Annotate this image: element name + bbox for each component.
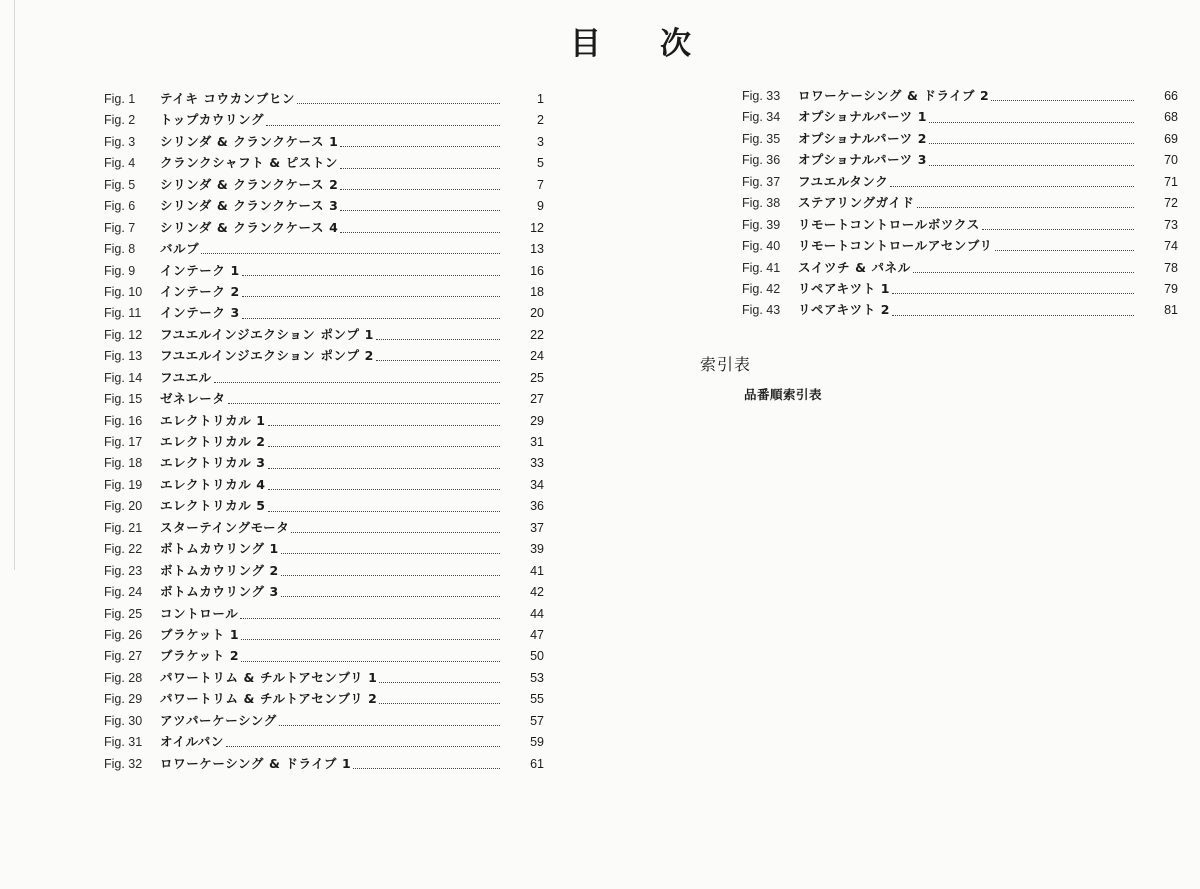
- toc-entry-title: ボトムカウリング 2: [160, 562, 279, 578]
- toc-entry-title: オプショナルパーツ 3: [798, 152, 928, 168]
- toc-entry-title: ロワーケーシング & ドライブ 1: [160, 755, 352, 771]
- toc-entry-title: リモートコントロールボツクス: [798, 216, 980, 232]
- toc-fig-number: Fig. 6: [104, 199, 136, 214]
- toc-entry-title: フユエル: [160, 369, 212, 385]
- toc-entry-title: ブラケット 1: [160, 626, 240, 642]
- toc-fig-number: Fig. 31: [104, 735, 143, 750]
- toc-entry: [104, 152, 544, 173]
- toc-fig-number: Fig. 33: [742, 89, 781, 103]
- toc-entry-title: スイツチ & パネル: [798, 259, 911, 275]
- toc-entry-title: スターテイングモータ: [160, 519, 290, 535]
- toc-entry-title: シリンダ & クランクケース 3: [160, 198, 339, 214]
- toc-entry: [742, 106, 1178, 127]
- toc-fig-number: Fig. 12: [104, 327, 143, 342]
- toc-entry: [104, 345, 544, 366]
- toc-entry-title: ステアリングガイド: [798, 195, 915, 211]
- toc-fig-number: Fig. 8: [104, 242, 136, 257]
- toc-entry-title: アツパーケーシング: [160, 712, 277, 728]
- toc-dot-leader: [228, 403, 500, 404]
- toc-dot-leader: [241, 661, 500, 662]
- toc-entry: [104, 109, 544, 130]
- toc-entry: [104, 581, 544, 602]
- toc-list-left: [104, 88, 544, 774]
- toc-entry-title: エレクトリカル 5: [160, 498, 266, 514]
- toc-entry: [104, 517, 544, 538]
- toc-entry: [104, 474, 544, 495]
- toc-dot-leader: [892, 315, 1134, 316]
- toc-list-right: [742, 85, 1178, 321]
- toc-entry-title: インテーク 1: [160, 262, 240, 278]
- toc-dot-leader: [214, 382, 500, 383]
- toc-page-number: 25: [530, 370, 544, 385]
- toc-page-number: 81: [1164, 303, 1178, 318]
- toc-dot-leader: [913, 272, 1134, 273]
- toc-dot-leader: [281, 575, 500, 576]
- toc-entry-title: オプショナルパーツ 1: [798, 109, 928, 125]
- toc-dot-leader: [890, 186, 1134, 187]
- toc-entry-title: エレクトリカル 4: [160, 476, 266, 492]
- title-char-2: 次: [660, 26, 693, 62]
- toc-page-number: 79: [1164, 281, 1178, 296]
- toc-fig-number: Fig. 28: [104, 670, 143, 685]
- toc-dot-leader: [268, 489, 500, 490]
- toc-dot-leader: [242, 318, 500, 319]
- toc-entry-title: フユエルインジエクション ポンプ 2: [160, 348, 374, 364]
- toc-fig-number: Fig. 43: [742, 303, 781, 318]
- toc-dot-leader: [242, 296, 500, 297]
- toc-entry: [104, 645, 544, 666]
- toc-page-number: 41: [530, 563, 544, 578]
- toc-page-number: 16: [530, 263, 544, 278]
- toc-page-number: 5: [537, 156, 544, 171]
- toc-entry: [104, 324, 544, 345]
- toc-page-number: 31: [530, 435, 544, 449]
- toc-entry: [104, 560, 544, 581]
- toc-entry: [742, 235, 1178, 256]
- toc-page-number: 24: [530, 349, 544, 364]
- toc-fig-number: Fig. 34: [742, 110, 781, 125]
- toc-page-number: 29: [530, 413, 544, 428]
- toc-entry: [742, 192, 1178, 213]
- toc-dot-leader: [376, 360, 500, 361]
- toc-entry: [104, 603, 544, 624]
- toc-dot-leader: [340, 232, 500, 233]
- toc-page-number: 66: [1164, 89, 1178, 103]
- toc-dot-leader: [268, 446, 500, 447]
- toc-entry: [104, 753, 544, 774]
- toc-fig-number: Fig. 15: [104, 392, 143, 407]
- toc-fig-number: Fig. 36: [742, 153, 781, 168]
- toc-page-number: 57: [530, 713, 544, 728]
- toc-entry-title: シリンダ & クランクケース 1: [160, 133, 339, 149]
- toc-page-number: 74: [1164, 239, 1178, 254]
- toc-fig-number: Fig. 32: [104, 756, 143, 771]
- toc-entry-title: パワートリム & チルトアセンブリ 2: [160, 691, 378, 707]
- toc-fig-number: Fig. 7: [104, 220, 136, 235]
- toc-page-number: 73: [1164, 217, 1178, 232]
- page-title: [560, 18, 700, 62]
- toc-page-number: 78: [1164, 260, 1178, 275]
- page-edge-line: [14, 0, 15, 570]
- toc-entry: [742, 299, 1178, 320]
- toc-dot-leader: [279, 725, 500, 726]
- toc-dot-leader: [268, 425, 500, 426]
- toc-page-number: 7: [537, 177, 544, 192]
- toc-fig-number: Fig. 5: [104, 177, 136, 192]
- toc-page-number: 61: [530, 756, 544, 771]
- toc-entry-title: エレクトリカル 1: [160, 412, 266, 428]
- toc-fig-number: Fig. 39: [742, 217, 781, 232]
- toc-fig-number: Fig. 4: [104, 156, 136, 171]
- toc-page-number: 9: [537, 199, 544, 214]
- toc-dot-leader: [240, 618, 500, 619]
- toc-fig-number: Fig. 1: [104, 92, 136, 106]
- toc-page-number: 42: [530, 585, 544, 600]
- toc-fig-number: Fig. 14: [104, 370, 143, 385]
- toc-entry-title: エレクトリカル 3: [160, 455, 266, 471]
- toc-page-number: 12: [530, 220, 544, 235]
- toc-fig-number: Fig. 23: [104, 563, 143, 578]
- index-subheading: 品番順索引表: [744, 387, 823, 402]
- toc-entry: [104, 367, 544, 388]
- toc-entry: [104, 688, 544, 709]
- toc-page-number: 47: [530, 627, 544, 642]
- toc-entry-title: トップカウリング: [160, 112, 265, 128]
- toc-entry-title: オイルパン: [160, 734, 225, 750]
- toc-entry-title: リペアキツト 1: [798, 280, 891, 296]
- toc-entry: [104, 410, 544, 431]
- toc-entry-title: シリンダ & クランクケース 4: [160, 219, 339, 235]
- toc-dot-leader: [297, 103, 500, 104]
- toc-entry: [104, 431, 544, 452]
- toc-fig-number: Fig. 20: [104, 499, 143, 514]
- toc-dot-leader: [241, 639, 500, 640]
- toc-page-number: 59: [530, 735, 544, 750]
- toc-page-number: 1: [537, 92, 544, 106]
- toc-fig-number: Fig. 13: [104, 349, 143, 364]
- title-char-1: 目: [570, 26, 603, 62]
- toc-entry-title: エレクトリカル 2: [160, 434, 266, 449]
- toc-page-number: 37: [530, 520, 544, 535]
- toc-entry: [104, 388, 544, 409]
- toc-fig-number: Fig. 29: [104, 692, 143, 707]
- toc-entry: [104, 624, 544, 645]
- toc-entry: [104, 452, 544, 473]
- toc-entry-title: コントロール: [160, 605, 239, 621]
- toc-dot-leader: [982, 229, 1134, 230]
- toc-dot-leader: [268, 511, 500, 512]
- index-heading: 索引表: [700, 355, 752, 374]
- toc-dot-leader: [201, 253, 500, 254]
- toc-dot-leader: [340, 210, 500, 211]
- toc-fig-number: Fig. 11: [104, 306, 142, 321]
- toc-page-number: 33: [530, 456, 544, 471]
- toc-entry-title: ゼネレータ: [160, 391, 226, 407]
- toc-fig-number: Fig. 3: [104, 134, 136, 149]
- toc-fig-number: Fig. 9: [104, 263, 136, 278]
- toc-dot-leader: [266, 125, 500, 126]
- toc-fig-number: Fig. 42: [742, 281, 781, 296]
- toc-entry-title: ブラケット 2: [160, 648, 240, 664]
- toc-dot-leader: [226, 746, 500, 747]
- toc-entry-title: パワートリム & チルトアセンブリ 1: [160, 669, 378, 685]
- toc-fig-number: Fig. 25: [104, 606, 143, 621]
- toc-page-number: 3: [537, 134, 544, 149]
- toc-fig-number: Fig. 40: [742, 239, 781, 254]
- toc-fig-number: Fig. 41: [742, 260, 781, 275]
- toc-fig-number: Fig. 16: [104, 413, 143, 428]
- toc-entry-title: テイキ コウカンブヒン: [160, 91, 296, 106]
- toc-dot-leader: [340, 189, 500, 190]
- toc-dot-leader: [340, 146, 500, 147]
- toc-fig-number: Fig. 18: [104, 456, 143, 471]
- toc-entry: [104, 538, 544, 559]
- toc-entry: [742, 85, 1178, 106]
- toc-dot-leader: [917, 207, 1134, 208]
- toc-fig-number: Fig. 26: [104, 627, 143, 642]
- toc-entry: [742, 278, 1178, 299]
- toc-entry: [104, 195, 544, 216]
- toc-dot-leader: [376, 339, 500, 340]
- toc-page-number: 27: [530, 392, 544, 407]
- toc-page-number: 72: [1164, 196, 1178, 211]
- toc-dot-leader: [929, 122, 1134, 123]
- toc-entry: [742, 171, 1178, 192]
- toc-entry: [104, 238, 544, 259]
- toc-entry: [104, 217, 544, 238]
- toc-entry: [104, 731, 544, 752]
- toc-page-number: 50: [530, 649, 544, 664]
- toc-dot-leader: [379, 682, 500, 683]
- toc-dot-leader: [281, 553, 500, 554]
- toc-dot-leader: [379, 703, 500, 704]
- toc-page-number: 44: [530, 606, 544, 621]
- toc-entry-title: インテーク 2: [160, 283, 240, 299]
- toc-entry: [104, 302, 544, 323]
- toc-dot-leader: [281, 596, 500, 597]
- toc-entry-title: シリンダ & クランクケース 2: [160, 176, 339, 192]
- toc-page-number: 68: [1164, 110, 1178, 125]
- toc-entry: [742, 214, 1178, 235]
- toc-fig-number: Fig. 22: [104, 542, 143, 557]
- toc-dot-leader: [929, 143, 1134, 144]
- toc-fig-number: Fig. 2: [104, 113, 136, 128]
- toc-page-number: 71: [1164, 174, 1178, 189]
- toc-dot-leader: [991, 100, 1134, 101]
- toc-page-number: 2: [537, 113, 544, 128]
- toc-entry: [742, 149, 1178, 170]
- toc-entry: [742, 257, 1178, 278]
- toc-dot-leader: [995, 250, 1134, 251]
- toc-fig-number: Fig. 10: [104, 284, 143, 299]
- toc-entry: [104, 88, 544, 109]
- toc-dot-leader: [929, 165, 1134, 166]
- toc-fig-number: Fig. 21: [104, 520, 143, 535]
- toc-dot-leader: [353, 768, 500, 769]
- toc-entry-title: ボトムカウリング 1: [160, 541, 279, 557]
- toc-fig-number: Fig. 30: [104, 713, 143, 728]
- toc-fig-number: Fig. 38: [742, 196, 781, 211]
- toc-page-number: 34: [530, 477, 544, 492]
- toc-page-number: 13: [530, 242, 544, 257]
- toc-entry: [104, 131, 544, 152]
- toc-dot-leader: [242, 275, 500, 276]
- toc-entry-title: ロワーケーシング & ドライブ 2: [798, 88, 990, 103]
- toc-entry-title: ボトムカウリング 3: [160, 584, 279, 600]
- toc-dot-leader: [892, 293, 1134, 294]
- toc-entry: [104, 281, 544, 302]
- toc-page-number: 53: [530, 670, 544, 685]
- toc-entry-title: リモートコントロールアセンブリ: [798, 238, 993, 254]
- toc-entry: [104, 174, 544, 195]
- toc-page-number: 69: [1164, 131, 1178, 146]
- toc-dot-leader: [291, 532, 500, 533]
- toc-fig-number: Fig. 37: [742, 174, 781, 189]
- toc-entry: [742, 128, 1178, 149]
- toc-entry-title: フユエルタンク: [798, 173, 889, 189]
- toc-page-number: 70: [1164, 153, 1178, 168]
- toc-page-number: 22: [530, 327, 544, 342]
- toc-entry: [104, 667, 544, 688]
- toc-entry-title: バルブ: [160, 241, 200, 257]
- toc-fig-number: Fig. 19: [104, 477, 143, 492]
- toc-entry-title: フユエルインジエクション ポンプ 1: [160, 326, 374, 342]
- toc-page-number: 36: [530, 499, 544, 514]
- toc-entry-title: オプショナルパーツ 2: [798, 130, 928, 146]
- toc-entry-title: クランクシャフト & ピストン: [160, 155, 339, 171]
- toc-entry-title: インテーク 3: [160, 305, 240, 321]
- toc-fig-number: Fig. 27: [104, 649, 143, 664]
- toc-page-number: 39: [530, 542, 544, 557]
- toc-fig-number: Fig. 35: [742, 131, 781, 146]
- toc-page-number: 18: [530, 284, 544, 299]
- toc-entry: [104, 260, 544, 281]
- toc-dot-leader: [340, 168, 500, 169]
- toc-fig-number: Fig. 24: [104, 585, 143, 600]
- toc-entry-title: リペアキツト 2: [798, 302, 891, 318]
- toc-dot-leader: [268, 468, 500, 469]
- toc-page-number: 20: [530, 306, 544, 321]
- toc-fig-number: Fig. 17: [104, 435, 143, 449]
- toc-entry: [104, 710, 544, 731]
- toc-entry: [104, 495, 544, 516]
- toc-page-number: 55: [530, 692, 544, 707]
